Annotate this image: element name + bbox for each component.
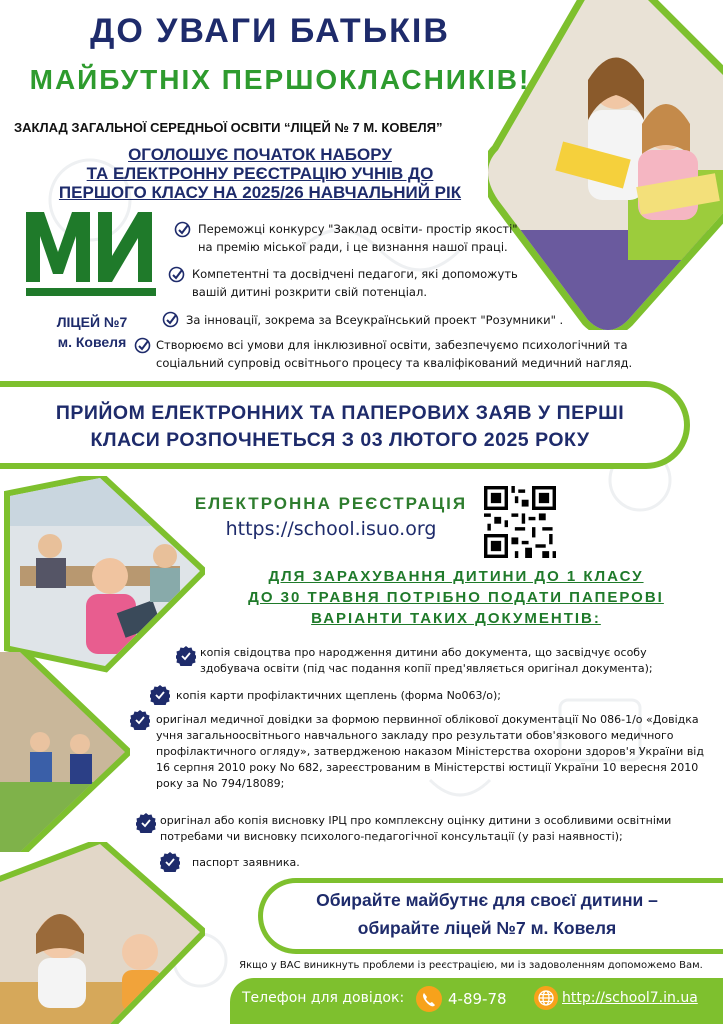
page-subtitle: МАЙБУТНІХ ПЕРШОКЛАСНИКІВ! <box>29 64 531 95</box>
announcement <box>0 145 520 202</box>
document-item: оригінал медичної довідки за формою первинної облікової документації No 086-1/о «Довідка учня загальноосвітнього навчального закладу про результати обов'язкового медичного профілактичного огляду», затвердженою наказом Міністерства охорони здоров'я України від 16 серпня 2010 року No 682, зареєстрованим в Міністерстві юстиції України 10 вересня 2010 року за No 794/18089; <box>156 713 704 790</box>
feature-item: Компетентні та досвідчені педагоги, які допоможуть вашій дитині розкрити свій потенціал. <box>192 267 518 299</box>
verified-seal-icon <box>160 852 180 872</box>
check-icon <box>134 337 151 354</box>
feature-item: Переможці конкурсу "Заклад освіти- простір якості" на премію міської ради, і це визнання нашої праці. <box>198 222 518 254</box>
page-title: ДО УВАГИ БАТЬКІВ <box>90 12 450 50</box>
documents-title-line: ДО 30 ТРАВНЯ ПОТРІБНО ПОДАТИ ПАПЕРОВІ <box>248 589 664 606</box>
website-link[interactable]: http://school7.in.ua <box>562 990 698 1006</box>
document-item: копія свідоцтва про народження дитини або документа, що засвідчує особу здобувача освіти (під час подання копії пред'являється оригінал документа); <box>200 646 653 675</box>
check-icon <box>168 266 185 283</box>
phone-label: Телефон для довідок: <box>242 990 405 1006</box>
school-name: ЗАКЛАД ЗАГАЛЬНОЇ СЕРЕДНЬОЇ ОСВІТИ “ЛІЦЕЙ № 7 М. КОВЕЛЯ” <box>14 120 443 135</box>
feature-item: За інновації, зокрема за Всеукраїнський проект "Розумники" . <box>186 313 564 327</box>
cta-line: Обирайте майбутнє для своєї дитини – <box>316 890 658 910</box>
check-icon <box>162 311 179 328</box>
qr-code-icon <box>484 486 556 558</box>
document-item: оригінал або копія висновку ІРЦ про комплексну оцінку дитини з особливими освітніми потребами чи висновку психолого-педагогічної консультації (у разі наявності); <box>160 814 672 843</box>
help-text: Якщо у ВАС виникнуть проблеми із реєстрацією, ми із задоволенням допоможемо Вам. <box>239 960 703 971</box>
banner-line: КЛАСИ РОЗПОЧНЕТЬСЯ З 03 ЛЮТОГО 2025 РОКУ <box>90 429 590 451</box>
verified-seal-icon <box>136 813 156 833</box>
check-icon <box>174 221 191 238</box>
cta-line: обирайте ліцей №7 м. Ковеля <box>357 918 617 938</box>
logo-line: м. Ковеля <box>57 334 127 350</box>
logo-line: ЛІЦЕЙ №7 <box>56 314 128 330</box>
documents-title-line: ДЛЯ ЗАРАХУВАННЯ ДИТИНИ ДО 1 КЛАСУ <box>268 568 644 585</box>
e-registration-link[interactable]: https://school.isuo.org <box>225 518 437 540</box>
e-registration-title: ЕЛЕКТРОННА РЕЄСТРАЦІЯ <box>194 494 468 513</box>
announcement-line: ТА ЕЛЕКТРОННУ РЕЄСТРАЦІЮ УЧНІВ ДО <box>86 164 434 183</box>
admission-banner-text <box>0 400 680 454</box>
verified-seal-icon <box>150 685 170 705</box>
school-logo-icon <box>26 212 156 298</box>
photo-kids-running <box>0 652 130 852</box>
phone-icon <box>416 986 442 1012</box>
announcement-line: ОГОЛОШУЄ ПОЧАТОК НАБОРУ <box>128 145 392 164</box>
cta-text <box>262 886 712 942</box>
feature-item: Створюємо всі умови для інклюзивної освіти, забезпечуємо психологічний та соціальний супровід освітнього процесу та кваліфікований медичний нагляд. <box>156 338 633 370</box>
documents-title <box>196 566 716 629</box>
document-item: паспорт заявника. <box>192 856 300 869</box>
phone-number[interactable]: 4-89-78 <box>448 990 507 1008</box>
verified-seal-icon <box>130 710 150 730</box>
globe-icon <box>534 986 558 1010</box>
documents-title-line: ВАРІАНТИ ТАКИХ ДОКУМЕНТІВ: <box>311 610 601 627</box>
verified-seal-icon <box>176 646 196 666</box>
photo-classroom-tablets <box>0 476 205 676</box>
banner-line: ПРИЙОМ ЕЛЕКТРОННИХ ТА ПАПЕРОВИХ ЗАЯВ У ПЕРШІ <box>55 402 625 424</box>
announcement-line: ПЕРШОГО КЛАСУ НА 2025/26 НАВЧАЛЬНИЙ РІК <box>58 183 462 202</box>
document-item: копія карти профілактичних щеплень (форма No063/о); <box>176 689 501 702</box>
